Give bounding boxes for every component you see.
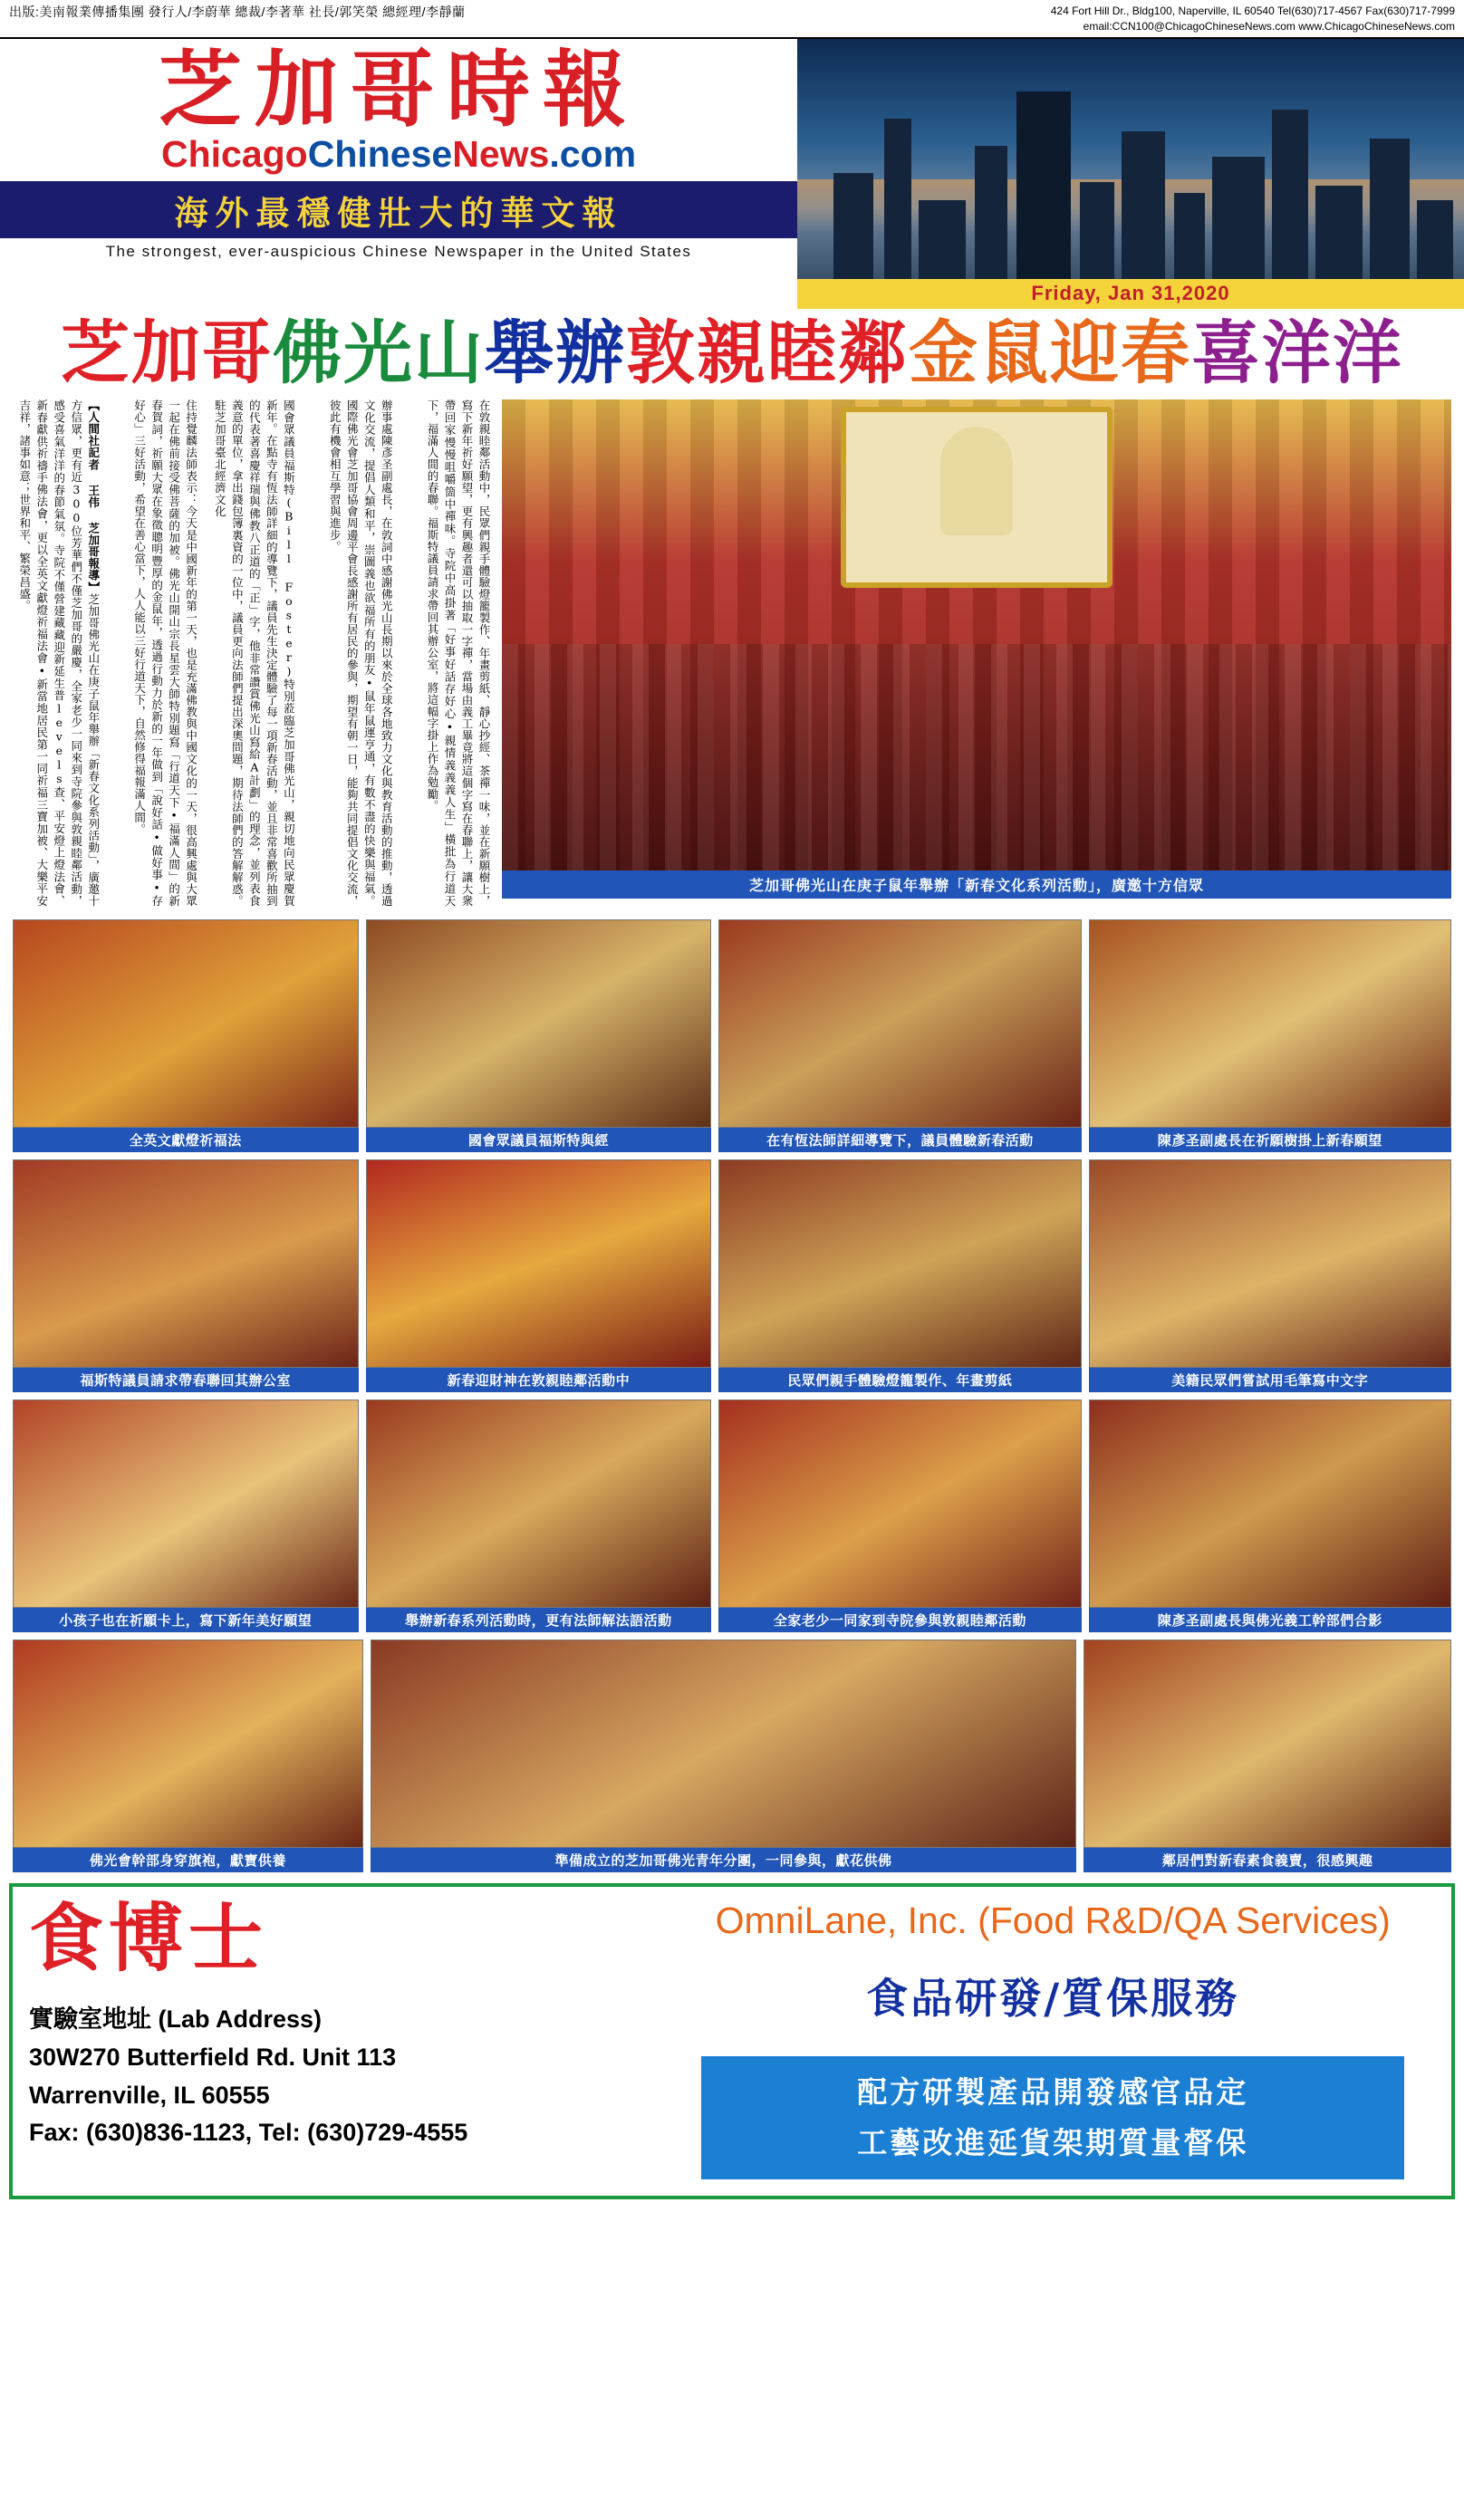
buddha-statue <box>940 427 1013 535</box>
photo-cell <box>718 1159 1081 1392</box>
photo-cell <box>366 1399 712 1632</box>
advert-company-name: OmniLane, Inc. (Food R&D/QA Services) <box>715 1899 1391 1941</box>
photo-cell <box>13 1640 363 1872</box>
photo-cell <box>13 919 359 1152</box>
article-column-5: 在敦親睦鄰活動中，民眾們親手體驗燈籠製作、年畫剪紙、靜心抄經、茶禪一味，並在新願樹上，寫下新年祈好願望，更有興趣者還可以抽取一字禪，當場由義工畢竟將這個字寫在春聯上，讓大衆帶回家慢慢咀嚼箇中禪味。寺院中高掛著「好事好話存好心•親情義義義人生」橫批為行道天下，福滿人間的春聯。福斯特議員請求帶回其辦公室，將這幅字掛上作為勉勵。 <box>425 399 491 907</box>
news-photo <box>718 1399 1081 1608</box>
photo-content <box>14 1400 358 1607</box>
news-photo <box>366 1159 712 1368</box>
website-part-chinese: Chinese <box>307 132 453 175</box>
photo-row-3 <box>0 1392 1464 1632</box>
main-headline <box>0 309 1464 399</box>
chicago-skyline-image <box>797 39 1464 309</box>
news-photo <box>366 1399 712 1608</box>
photo-content <box>367 920 711 1127</box>
article-byline: 【人間社記者 王伟 芝加哥報導】 <box>86 399 101 593</box>
article-column-4: 辦事處陳彥圣副處長，在敦詞中感謝佛光山長期以來於全球各地致力文化與教育活動的推動，透過文化交流，提倡人類和平，崇圖義也欲福所有的朋友•鼠年鼠運亨通，有數不盡的快樂與福氣。國際佛光會芝加哥協會周邊平會長感謝所有居民的參與，期望有朝一日，能夠共同提倡文化交流，彼此有機會相互學習與進步。 <box>328 399 394 907</box>
news-photo <box>718 919 1081 1128</box>
photo-cell <box>1089 1399 1451 1632</box>
masthead-subtitle-cn: 海外最穩健壯大的華文報 <box>174 192 623 233</box>
photo-content <box>367 1400 711 1607</box>
photo-cell <box>718 919 1081 1152</box>
masthead-subtitle-en: The strongest, ever-auspicious Chinese Newspaper in the United States <box>105 242 692 260</box>
news-photo <box>13 1640 363 1848</box>
advert-left <box>29 1894 661 2179</box>
photo-caption: 鄰居們對新春素食義賣，很感興趣 <box>1084 1848 1451 1872</box>
office-address: 424 Fort Hill Dr., Bldg100, Naperville, IL 60540 Tel(630)717-4567 Fax(630)717-7999 <box>1050 5 1455 17</box>
newspaper-title: 芝加哥時報 <box>158 40 639 139</box>
photo-cell <box>718 1399 1081 1632</box>
photo-caption: 小孩子也在祈願卡上，寫下新年美好願望 <box>13 1608 359 1632</box>
office-contact: email:CCN100@ChicagoChineseNews.com www.ChicagoChineseNews.com <box>1083 20 1455 34</box>
news-photo <box>718 1159 1081 1368</box>
advert-box-line1: 配方研製產品開發感官品定 <box>857 2073 1249 2110</box>
advert-address-block <box>29 2001 661 2152</box>
masthead <box>0 37 1464 309</box>
advertisement[interactable] <box>9 1883 1455 2199</box>
headline-seg-4: 敦親睦鄰 <box>626 312 909 393</box>
photo-cell <box>1089 919 1451 1152</box>
photo-cell <box>371 1640 1077 1872</box>
photo-row-2 <box>0 1152 1464 1392</box>
news-photo <box>1084 1640 1451 1848</box>
photo-content <box>1090 1400 1450 1607</box>
photo-content <box>367 1160 711 1367</box>
masthead-photo <box>797 39 1464 309</box>
news-photo-wide <box>371 1640 1077 1848</box>
photo-cell <box>1089 1159 1451 1392</box>
photo-cell <box>366 1159 712 1392</box>
news-photo <box>1089 919 1451 1128</box>
photo-caption: 陳彥圣副處長與佛光義工幹部們合影 <box>1089 1608 1451 1632</box>
publisher-info: 出版:美南報業傳播集團 發行人/李蔚華 總裁/李著華 社長/郭笑榮 總經理/李靜蘭 <box>9 5 466 19</box>
advert-brand: 食博士 <box>29 1894 269 1982</box>
photo-cell <box>13 1399 359 1632</box>
photo-row-4 <box>0 1632 1464 1872</box>
photo-cell <box>13 1159 359 1392</box>
website-part-chicago: Chicago <box>160 132 308 175</box>
news-photo <box>13 1159 359 1368</box>
photo-caption: 佛光會幹部身穿旗袍，獻寶供養 <box>13 1848 363 1872</box>
photo-caption: 舉辦新春系列活動時，更有法師解法語活動 <box>366 1608 712 1632</box>
news-photo <box>1089 1159 1451 1368</box>
advert-box-line2: 工藝改進延貨架期質量督保 <box>857 2124 1249 2160</box>
photo-cell <box>1084 1640 1451 1872</box>
main-photo-block <box>502 399 1451 907</box>
photo-content <box>1090 920 1450 1127</box>
publisher-bar <box>0 0 1464 37</box>
photo-content <box>371 1640 1076 1847</box>
photo-caption: 新春迎財神在敦親睦鄰活動中 <box>366 1368 712 1392</box>
headline-seg-3: 舉辦 <box>485 312 626 393</box>
masthead-left <box>0 39 797 309</box>
advert-address-line1: 30W270 Butterfield Rd. Unit 113 <box>29 2043 397 2071</box>
photo-content <box>719 1400 1080 1607</box>
headline-seg-5: 金鼠迎春 <box>909 312 1191 393</box>
issue-date: Friday, Jan 31,2020 <box>797 279 1464 309</box>
crowd-of-attendees <box>502 644 1451 870</box>
news-photo <box>1089 1399 1451 1608</box>
headline-seg-2: 佛光山 <box>273 312 485 393</box>
news-photo <box>13 1399 359 1608</box>
newspaper-website[interactable] <box>161 133 636 176</box>
photo-caption: 民眾們親手體驗燈籠製作、年畫剪紙 <box>718 1368 1081 1392</box>
main-photo-group-shot <box>502 399 1451 870</box>
photo-content <box>14 1160 358 1367</box>
article-column-1 <box>13 399 102 907</box>
photo-caption: 在有恆法師詳細導覽下，議員體驗新春活動 <box>718 1128 1081 1152</box>
lead-article <box>0 399 1464 912</box>
photo-caption: 準備成立的芝加哥佛光青年分團，一同參與，獻花供佛 <box>371 1848 1077 1872</box>
photo-cell <box>366 919 712 1152</box>
advert-lab-label: 實驗室地址 (Lab Address) <box>29 2005 323 2033</box>
contact-info <box>1051 4 1455 35</box>
advert-highlight-box <box>701 2056 1404 2179</box>
photo-caption: 全英文獻燈祈福法 <box>13 1128 359 1152</box>
photo-caption: 陳彥圣副處長在祈願樹掛上新春願望 <box>1089 1128 1451 1152</box>
photo-caption: 國會眾議員福斯特與經 <box>366 1128 712 1152</box>
photo-caption: 福斯特議員請求帶春聯回其辦公室 <box>13 1368 359 1392</box>
building-sears-tower <box>1016 91 1071 309</box>
article-column-2: 住持覺麟法師表示：今天是中國新年的第一天，也是充滿佛教與中國文化的一天，很高興處與大眾一起在佛前接受佛菩薩的加被。佛光山開山宗長星雲大師特別題寫「行道天下•福滿人間」的新春賀詞，祈願大眾在象徵聰明豐厚的金鼠年，透過行動力於新的一年做到「說好話•做好事•存好心」三好活動，希望在善心當下，人人能以三好行道天下，自然修得福報滿人間。 <box>132 399 198 907</box>
photo-content <box>14 1640 362 1847</box>
main-photo-caption: 芝加哥佛光山在庚子鼠年舉辦「新春文化系列活動」，廣邀十方信眾 <box>502 870 1451 899</box>
website-part-news: News <box>452 132 550 175</box>
advert-service-cn: 食品研發/質保服務 <box>866 1973 1240 2023</box>
photo-caption: 全家老少一同家到寺院參與敦親睦鄰活動 <box>718 1608 1081 1632</box>
photo-content <box>1084 1640 1450 1847</box>
article-columns <box>13 399 493 907</box>
photo-row-1 <box>0 912 1464 1152</box>
article-column-3: 國會眾議員福斯特(Bill Foster)特別蒞臨芝加哥佛光山，親切地向民眾慶賀新年。在點寺有恆法師詳細的導覽下，議員先生決定體驗了每一項新春活動，並且非常喜歡所抽到的代表著喜慶祥瑞與佛教八正道的「正」字，他非常讚賞佛光山寫給A計劃」的理念，並列表食義意的單位，拿出錢包簿裏資的一位中，議員更向法師們提出深奧問題，期待法師們的答解解惑。駐芝加哥臺北經濟文化 <box>213 399 296 907</box>
photo-content <box>719 920 1080 1127</box>
photo-content <box>719 1160 1080 1367</box>
article-text-1: 芝加哥佛光山在庚子鼠年舉辦「新春文化系列活動」，廣邀十方信眾，更有近300位芳華們不僅芝加哥的嚴慶，全家老少一同來到寺院參與敦親睦鄰活動，感受喜氣洋洋的春節氣氛。寺院不僅營建藏藏迎新延生普levels查、平安燈上燈法會、新春獻供祈禱手佛法會，更以全英文獻燈祈福法會•新當地居民第一同祈福三寶加被、大樂平安吉祥，諸事如意；世界和平、繁榮昌盛。 <box>17 399 101 907</box>
photo-content <box>1090 1160 1450 1367</box>
masthead-subtitle-band <box>0 181 797 238</box>
advert-phone-line: Fax: (630)836-1123, Tel: (630)729-4555 <box>29 2119 468 2147</box>
advert-right <box>670 1900 1435 2179</box>
headline-seg-1: 芝加哥 <box>61 312 273 393</box>
news-photo <box>13 919 359 1128</box>
website-part-com: .com <box>549 132 637 175</box>
headline-seg-6: 喜洋洋 <box>1191 312 1403 393</box>
photo-content <box>14 920 358 1127</box>
advert-address-line2: Warrenville, IL 60555 <box>29 2081 270 2109</box>
news-photo <box>366 919 712 1128</box>
photo-caption: 美籍民眾們嘗試用毛筆寫中文字 <box>1089 1368 1451 1392</box>
